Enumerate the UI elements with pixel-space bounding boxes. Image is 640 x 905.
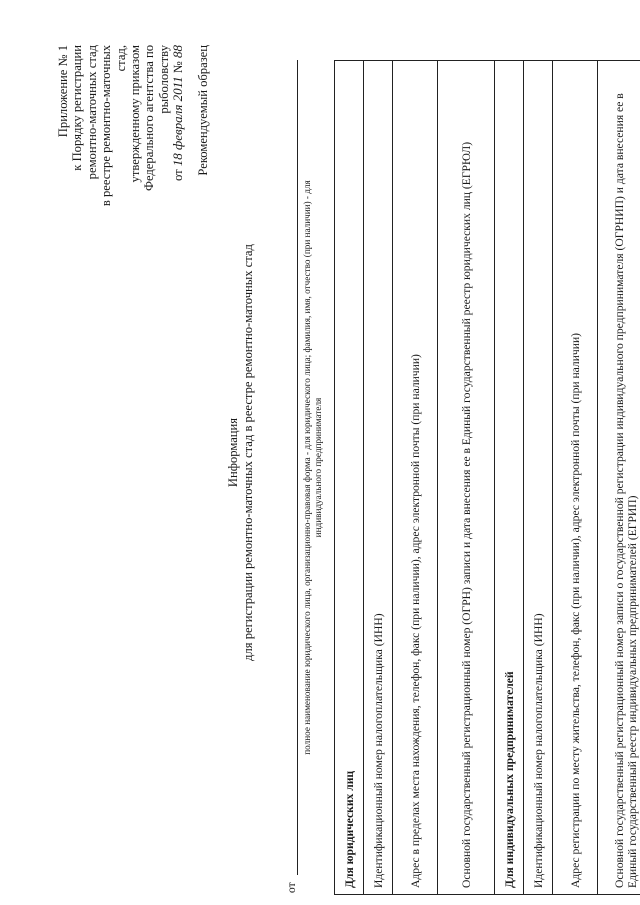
table-row [524,61,553,895]
order-date-handwritten: 18 февраля 2011 [170,76,186,167]
annex-line: Приложение № 1 [56,45,70,138]
order-number-label: № [171,61,186,74]
from-label: от [286,882,298,893]
table-cell[interactable]: Основной государственный регистрационный номер (ОГРН) записи и дата внесения ее в Единый государственный реестр юридических лиц (ЕГРЮЛ) [438,61,495,895]
title-line-1: Информация [226,417,240,488]
table-row [335,61,364,895]
document-title [226,40,256,865]
table-row [364,61,393,895]
annex-line: утвержденному приказом [128,45,143,183]
table-cell[interactable]: Идентификационный номер налогоплательщика (ИНН) [364,61,393,895]
title-line-2: для регистрации ремонтно-маточных стад в реестре ремонтно-маточных стад [241,244,255,661]
from-input-line[interactable] [297,60,298,875]
table-cell[interactable]: Адрес в пределах места нахождения, телефон, факс (при наличии), адрес электронной почты (при наличии) [393,61,438,895]
annex-header [56,45,186,225]
annex-line: к Порядку регистрации [70,45,85,171]
table-cell[interactable]: Идентификационный номер налогоплательщика (ИНН) [524,61,553,895]
annex-line: Федерального агентства по рыболовству [142,45,171,191]
table-row [495,61,524,895]
table-row [438,61,495,895]
from-note-line-2: индивидуального предпринимателя [313,397,323,538]
order-date-line [171,45,185,225]
order-prefix: от [171,169,186,182]
registration-info-table [334,60,640,895]
sample-label: Рекомендуемый образец [196,45,210,176]
from-note-line-1: полное наименование юридического лица, организационно-правовая форма - для юридического лица; фамилия, имя, отчество (при наличии) - для [302,180,312,755]
annex-line: в реестре ремонтно-маточных стад, [99,45,128,207]
table-cell-section-entrepreneurs: Для индивидуальных предпринимателей [495,61,524,895]
order-number-handwritten: 88 [170,45,186,58]
table-row [553,61,598,895]
annex-line: ремонтно-маточных стад [84,45,99,180]
from-field-note [302,60,324,875]
table-row [598,61,640,895]
table-cell[interactable]: Основной государственный регистрационный номер записи о государственной регистрации индивидуального предпринимателя (ОГРНИП) и дата внесения ее в Единый государственный реестр индивидуальных предпринимателей (ЕГРИП) [598,61,640,895]
table-cell[interactable]: Адрес регистрации по месту жительства, телефон, факс (при наличии), адрес электронной почты (при наличии) [553,61,598,895]
table-row [393,61,438,895]
table-cell-section-legal-entities: Для юридических лиц [335,61,364,895]
